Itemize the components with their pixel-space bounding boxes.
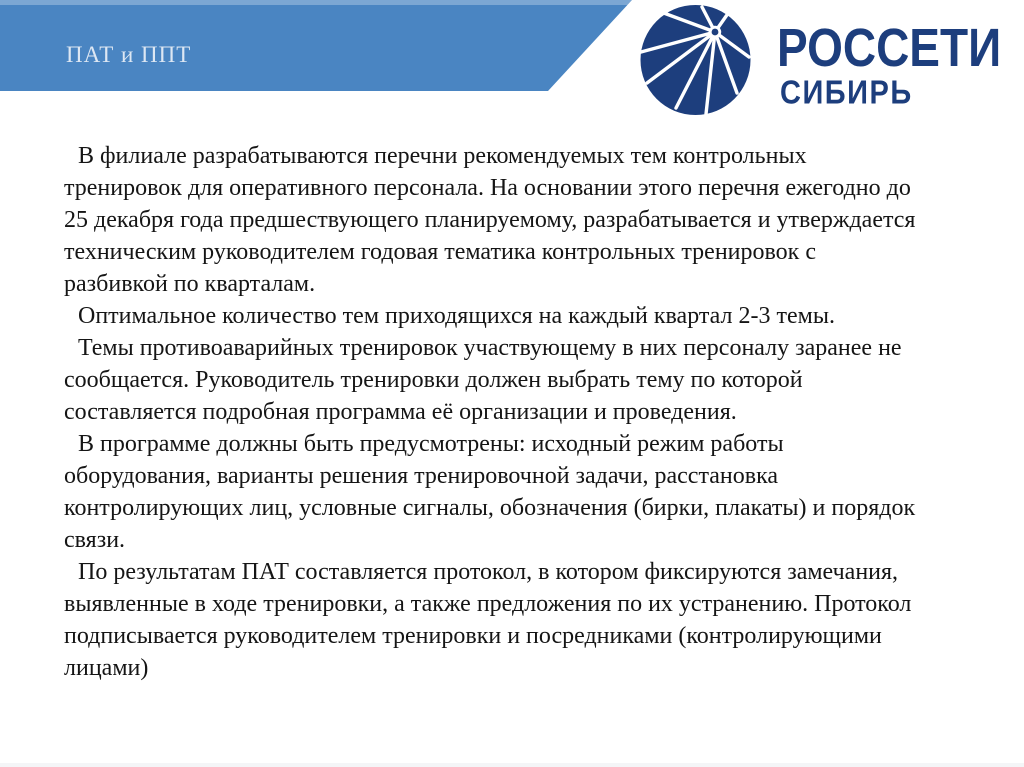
body-paragraph: Темы противоаварийных тренировок участвующему в них персоналу заранее не сообщается. Руководитель тренировки должен выбрать тему по которой составляется подробная программа её организации и проведения.	[64, 335, 902, 425]
body-paragraph: По результатам ПАТ составляется протокол, в котором фиксируются замечания, выявленные в ходе тренировки, а также предложения по их устранению. Протокол подписывается руководителем тренировки и посредниками (контролирующими лицами)	[64, 559, 912, 681]
rosseti-logo-icon	[636, 4, 755, 116]
body-paragraph: Оптимальное количество тем приходящихся на каждый квартал 2-3 темы.	[78, 303, 835, 329]
logo-region-text: СИБИРЬ	[780, 74, 913, 112]
header-band-top-edge	[0, 0, 632, 5]
body-paragraph: В программе должны быть предусмотрены: исходный режим работы оборудования, варианты решения тренировочной задачи, расстановка контролирующих лиц, условные сигналы, обозначения (бирки, плакаты) и порядок связи.	[64, 431, 916, 553]
slide-body	[64, 140, 920, 684]
logo-brand-text: РОССЕТИ	[777, 17, 1002, 78]
slide-title: ПАТ и ППТ	[66, 42, 192, 67]
slide-bottom-edge	[0, 763, 1024, 767]
body-paragraph: В филиале разрабатываются перечни рекомендуемых тем контрольных тренировок для оперативного персонала. На основании этого перечня ежегодно до 25 декабря года предшествующего планируемому, разрабатывается и утверждается техническим руководителем годовая тематика контрольных тренировок с разбивкой по кварталам.	[64, 143, 916, 297]
